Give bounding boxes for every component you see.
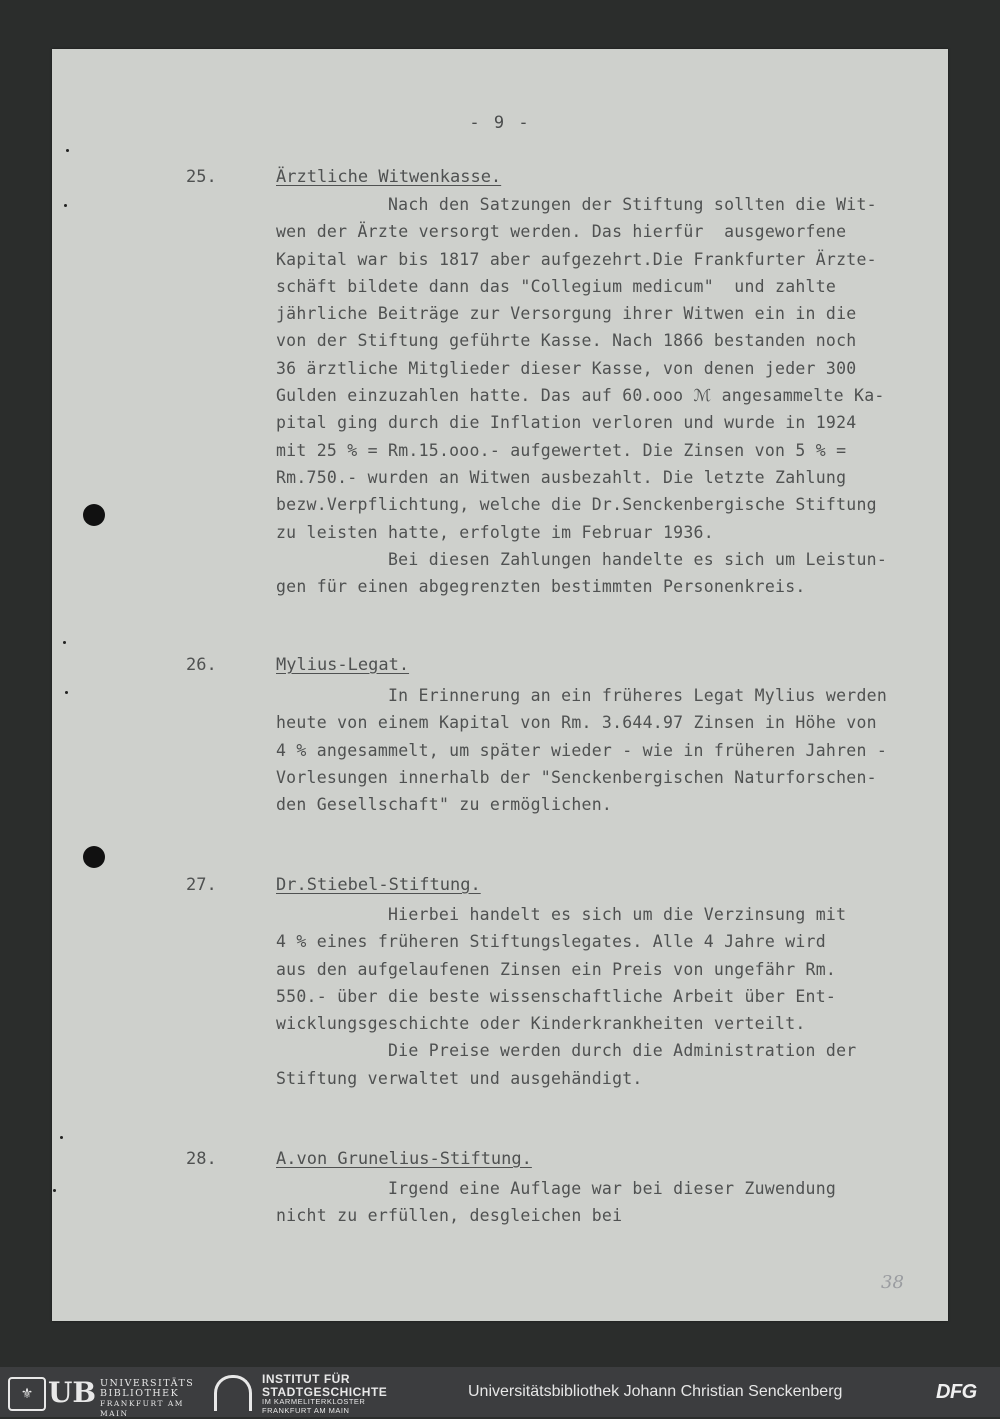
text-line: Hierbei handelt es sich um die Verzinsung mit (388, 905, 847, 924)
section-title: Dr.Stiebel-Stiftung. (276, 875, 481, 895)
section-title: A.von Grunelius-Stiftung. (276, 1149, 532, 1169)
isg-line: IM KARMELITERKLOSTER (262, 1397, 366, 1406)
text-line: In Erinnerung an ein früheres Legat Mylius werden (388, 686, 888, 705)
page-number: - 9 - (469, 113, 531, 133)
text-line: 4 % angesammelt, um später wieder - wie in früheren Jahren - (276, 740, 888, 760)
isg-title (262, 1373, 387, 1398)
text-line: 4 % eines früheren Stiftungslegates. Alle 4 Jahre wird (276, 932, 826, 952)
section-number: 27. (186, 875, 217, 895)
dfg-logo[interactable]: DFG (936, 1381, 977, 1403)
text-line: Irgend eine Auflage war bei dieser Zuwendung (388, 1179, 837, 1198)
ub-line: BIBLIOTHEK (100, 1388, 180, 1399)
text-line: pital ging durch die Inflation verloren und wurde in 1924 (276, 413, 857, 433)
text-line: Vorlesungen innerhalb der "Senckenbergischen Naturforschen- (276, 767, 877, 787)
isg-logo[interactable] (214, 1373, 414, 1413)
text-line: jährliche Beiträge zur Versorgung ihrer Witwen ein in die (276, 304, 857, 324)
ub-line: FRANKFURT AM MAIN (100, 1399, 184, 1418)
section-number: 25. (186, 167, 217, 187)
margin-speck (60, 1136, 63, 1139)
ub-line: UNIVERSITÄTS (100, 1378, 195, 1389)
arch-icon (214, 1375, 252, 1411)
section-body (276, 682, 941, 818)
text-line: wicklungsgeschichte oder Kinderkrankheiten verteilt. (276, 1014, 806, 1034)
isg-line: STADTGESCHICHTE (262, 1384, 388, 1399)
ub-letters: UB (48, 1376, 97, 1409)
text-line: schäft bildete dann das "Collegium medicum" und zahlte (276, 276, 837, 296)
isg-line: INSTITUT FÜR (262, 1372, 350, 1386)
section-number: 26. (186, 655, 217, 675)
library-name: Universitätsbibliothek Johann Christian Senckenberg (468, 1383, 843, 1400)
document-page (52, 49, 948, 1321)
punch-hole-upper (83, 504, 105, 526)
punch-hole-lower (83, 846, 105, 868)
ub-text (100, 1379, 198, 1419)
text-line: Bei diesen Zahlungen handelte es sich um Leistun- (388, 549, 888, 569)
isg-subtitle (262, 1398, 365, 1415)
footer-bar (0, 1367, 1000, 1417)
text-line: gen für einen abgegrenzten bestimmten Personenkreis. (276, 577, 806, 597)
ub-seal-icon: ⚜ (8, 1377, 46, 1411)
section-body (276, 1175, 941, 1230)
section-body (276, 901, 941, 1092)
text-line: Kapital war bis 1817 aber aufgezehrt.Die Frankfurter Ärzte- (276, 249, 877, 269)
text-line: Rm.750.- wurden an Witwen ausbezahlt. Die letzte Zahlung (276, 467, 847, 487)
margin-speck (63, 641, 66, 644)
section-number: 28. (186, 1149, 217, 1169)
margin-speck (53, 1189, 56, 1192)
text-line: Die Preise werden durch die Administration der (388, 1041, 857, 1061)
section-title: Mylius-Legat. (276, 655, 410, 675)
text-line: mit 25 % = Rm.15.ooo.- aufgewertet. Die Zinsen von 5 % = (276, 440, 847, 460)
text-line: aus den aufgelaufenen Zinsen ein Preis von ungefähr Rm. (276, 959, 837, 979)
section-body (276, 191, 941, 600)
section-title: Ärztliche Witwenkasse. (276, 167, 502, 187)
text-line: von der Stiftung geführte Kasse. Nach 1866 bestanden noch (276, 331, 857, 351)
margin-speck (65, 691, 68, 694)
text-line: bezw.Verpflichtung, welche die Dr.Senckenbergische Stiftung (276, 495, 877, 515)
text-line: Gulden einzuzahlen hatte. Das auf 60.ooo ℳ angesammelte Ka- (276, 386, 885, 406)
text-line: wen der Ärzte versorgt werden. Das hierfür ausgeworfene (276, 222, 847, 242)
text-line: 36 ärztliche Mitglieder dieser Kasse, von denen jeder 300 (276, 358, 857, 378)
text-line: 550.- über die beste wissenschaftliche Arbeit über Ent- (276, 986, 837, 1006)
text-line: Nach den Satzungen der Stiftung sollten die Wit- (388, 195, 877, 214)
text-line: den Gesellschaft" zu ermöglichen. (276, 795, 613, 815)
ub-logo[interactable] (8, 1375, 198, 1418)
margin-speck (66, 149, 69, 152)
margin-speck (64, 204, 67, 207)
text-line: zu leisten hatte, erfolgte im Februar 1936. (276, 522, 714, 542)
text-line: Stiftung verwaltet und ausgehändigt. (276, 1068, 643, 1088)
text-line: nicht zu erfüllen, desgleichen bei (276, 1206, 623, 1226)
isg-line: FRANKFURT AM MAIN (262, 1405, 350, 1415)
text-line: heute von einem Kapital von Rm. 3.644.97 Zinsen in Höhe von (276, 713, 877, 733)
handwritten-page-note: 38 (881, 1272, 904, 1293)
